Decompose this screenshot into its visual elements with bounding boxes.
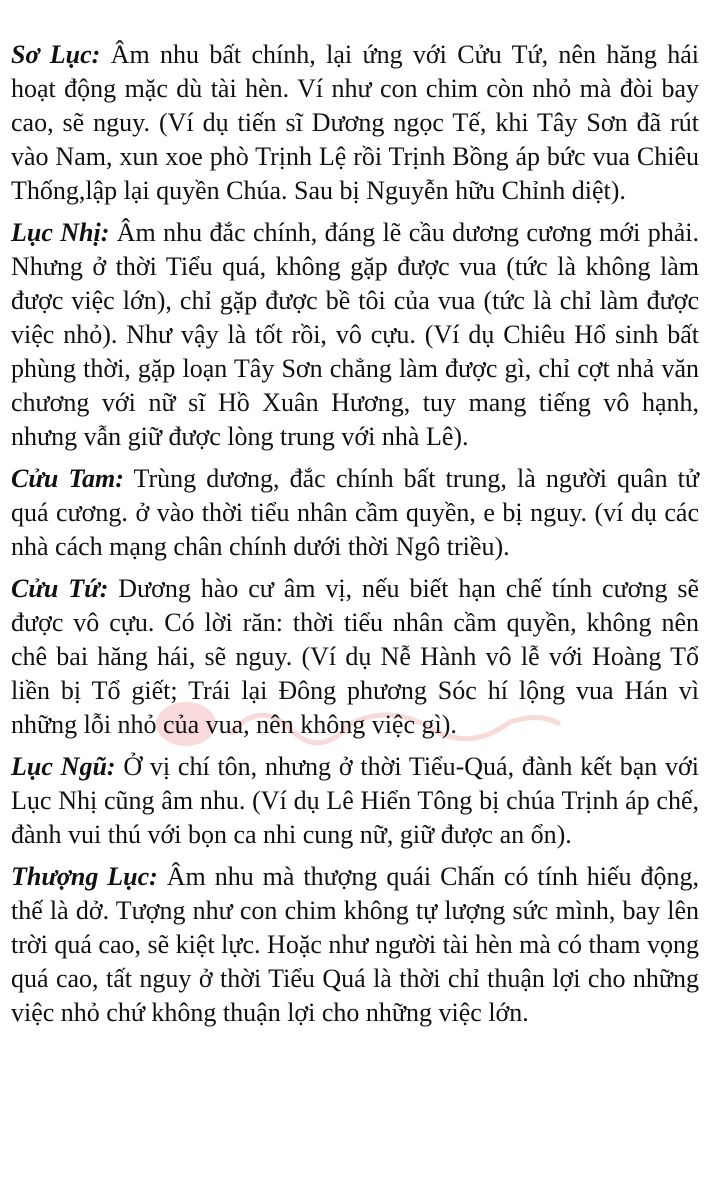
paragraph-text: Trùng dương, đắc chính bất trung, là người quân tử quá cương. ở vào thời tiểu nhân cầm quyền, e bị nguy. (ví dụ các nhà cách mạng chân chính dưới thời Ngô triều). <box>11 464 699 561</box>
paragraph-label: Lục Nhị: <box>11 218 110 247</box>
paragraph-cuu-tam <box>11 462 699 564</box>
paragraph-text: Âm nhu bất chính, lại ứng với Cửu Tứ, nên hăng hái hoạt động mặc dù tài hèn. Ví như con chim còn nhỏ mà đòi bay cao, sẽ nguy. (Ví dụ tiến sĩ Dương ngọc Tế, khi Tây Sơn đã rút vào Nam, xun xoe phò Trịnh Lệ rồi Trịnh Bồng áp bức vua Chiêu Thống,lập lại quyền Chúa. Sau bị Nguyễn hữu Chỉnh diệt). <box>11 40 699 205</box>
paragraph-text: Âm nhu đắc chính, đáng lẽ cầu dương cương mới phải. Nhưng ở thời Tiểu quá, không gặp được vua (tức là không làm được việc lớn), chỉ gặp được bề tôi của vua (tức là chỉ làm được việc nhỏ). Như vậy là tốt rồi, vô cựu. (Ví dụ Chiêu Hổ sinh bất phùng thời, gặp loạn Tây Sơn chẳng làm được gì, chỉ cợt nhả văn chương với nữ sĩ Hồ Xuân Hương, tuy mang tiếng vô hạnh, nhưng vẫn giữ được lòng trung với nhà Lê). <box>11 218 699 451</box>
paragraph-text: Dương hào cư âm vị, nếu biết hạn chế tính cương sẽ được vô cựu. Có lời răn: thời tiểu nhân cầm quyền, không nên chê bai hăng hái, sẽ nguy. (Ví dụ Nễ Hành vô lễ với Hoàng Tổ liền bị Tổ giết; Trái lại Đông phương Sóc hí lộng vua Hán vì những lỗi nhỏ của vua, nên không việc gì). <box>11 574 699 739</box>
document-body <box>11 38 699 1038</box>
paragraph-label: Sơ Lục: <box>11 40 101 69</box>
paragraph-text: Âm nhu mà thượng quái Chấn có tính hiếu động, thế là dở. Tượng như con chim không tự lượng sức mình, bay lên trời quá cao, sẽ kiệt lực. Hoặc như người tài hèn mà có tham vọng quá cao, tất nguy ở thời Tiểu Quá là thời chỉ thuận lợi cho những việc nhỏ chứ không thuận lợi cho những việc lớn. <box>11 862 699 1027</box>
paragraph-text: Ở vị chí tôn, nhưng ở thời Tiểu-Quá, đành kết bạn với Lục Nhị cũng âm nhu. (Ví dụ Lê Hiển Tông bị chúa Trịnh áp chế, đành vui thú với bọn ca nhi cung nữ, giữ được an ổn). <box>11 752 700 849</box>
paragraph-thuong-luc <box>11 860 699 1030</box>
paragraph-label: Lục Ngũ: <box>11 752 116 781</box>
paragraph-label: Cửu Tam: <box>11 464 124 493</box>
paragraph-luc-nhi <box>11 216 699 454</box>
paragraph-label: Thượng Lục: <box>11 862 158 891</box>
paragraph-luc-ngu <box>11 750 699 852</box>
paragraph-label: Cửu Tứ: <box>11 574 109 603</box>
paragraph-cuu-tu <box>11 572 699 742</box>
paragraph-so-luc <box>11 38 699 208</box>
